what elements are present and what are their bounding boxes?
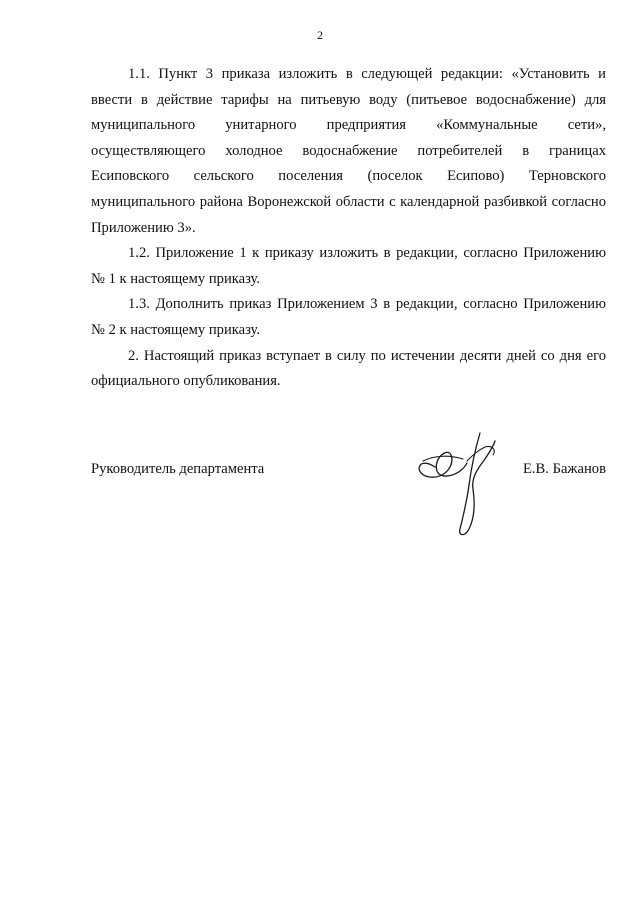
paragraph-1-2: 1.2. Приложение 1 к приказу изложить в редакции, согласно Приложению № 1 к настоящему приказу.	[91, 245, 606, 287]
signatory-position: Руководитель департамента	[91, 461, 265, 477]
page-number: 2	[317, 28, 323, 42]
handwritten-signature	[405, 425, 515, 540]
paragraph-1-3: 1.3. Дополнить приказ Приложением 3 в редакции, согласно Приложению № 2 к настоящему приказу.	[91, 296, 606, 338]
paragraph-1-1: 1.1. Пункт 3 приказа изложить в следующей редакции: «Установить и ввести в действие тарифы на питьевую воду (питьевое водоснабжение) для муниципального унитарного предприятия «Коммунальные сети», осуществляющего холодное водоснабжение потребителей в границах Есиповского сельского поселения (поселок Есипово) Терновского муниципального района Воронежской области с календарной разбивкой согласно Приложению 3».	[91, 66, 606, 236]
paragraph-2: 2. Настоящий приказ вступает в силу по истечении десяти дней со дня его официального опубликования.	[91, 347, 606, 390]
document-body	[91, 62, 606, 395]
signatory-name: Е.В. Бажанов	[522, 461, 606, 477]
